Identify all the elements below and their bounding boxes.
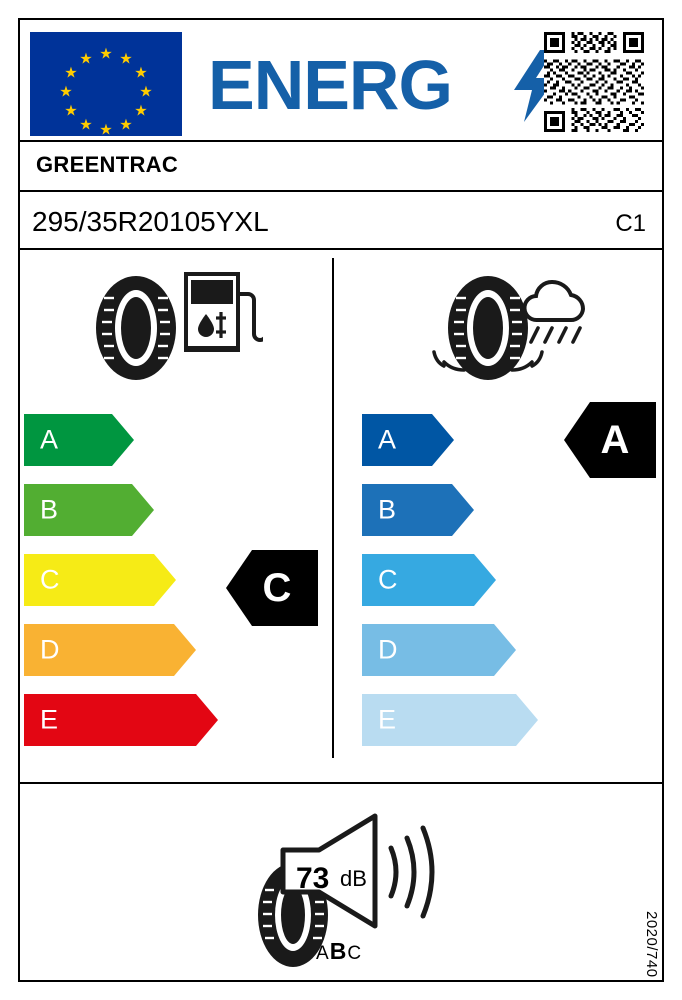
rain-cloud-icon bbox=[524, 282, 583, 342]
grade-letter: D bbox=[40, 634, 60, 665]
brand-name: GREENTRAC bbox=[36, 152, 179, 177]
divider-under-brand bbox=[20, 190, 662, 192]
divider-under-header bbox=[20, 140, 662, 142]
fuel-result-letter: C bbox=[262, 565, 292, 610]
noise-value: 73 bbox=[296, 862, 330, 895]
tyre-icon bbox=[96, 276, 176, 380]
grade-letter: A bbox=[378, 424, 397, 455]
grade-row bbox=[362, 554, 496, 606]
noise-unit: dB bbox=[340, 866, 367, 891]
regulation-code: 2020/740 bbox=[643, 911, 660, 978]
divider-above-noise bbox=[20, 782, 662, 784]
noise-class-a: A bbox=[316, 943, 330, 964]
noise-class-b: B bbox=[329, 938, 348, 964]
divider-under-size bbox=[20, 248, 662, 250]
grade-row bbox=[24, 694, 218, 746]
grade-row bbox=[24, 484, 154, 536]
noise-class-scale bbox=[316, 938, 362, 965]
eu-flag-icon: ★ ★ ★ ★ ★ ★ ★ ★ ★ ★ ★ ★ bbox=[30, 32, 182, 136]
grade-letter: C bbox=[378, 564, 398, 595]
fuel-pump-icon bbox=[184, 274, 263, 350]
grade-letter: B bbox=[40, 494, 59, 525]
tyre-size: 295/35R20105YXL bbox=[32, 206, 269, 237]
grade-row bbox=[362, 414, 454, 466]
grade-row bbox=[362, 624, 516, 676]
fuel-efficiency-icon-group bbox=[88, 266, 263, 386]
qr-code-icon bbox=[544, 32, 644, 132]
grade-row bbox=[362, 484, 474, 536]
grade-row bbox=[24, 554, 176, 606]
grade-row bbox=[24, 624, 196, 676]
wet-grip-result-letter: A bbox=[600, 417, 630, 462]
grade-letter: D bbox=[378, 634, 398, 665]
grade-letter: B bbox=[378, 494, 397, 525]
wet-grip-result-badge bbox=[564, 402, 656, 478]
grade-row bbox=[24, 414, 134, 466]
grade-letter: A bbox=[40, 424, 59, 455]
fuel-result-badge bbox=[226, 550, 318, 626]
grade-letter: E bbox=[378, 704, 397, 735]
tyre-icon bbox=[448, 276, 528, 380]
section-divider bbox=[332, 258, 334, 758]
energy-title: ENERG bbox=[208, 46, 452, 124]
grade-letter: C bbox=[40, 564, 60, 595]
grade-row bbox=[362, 694, 538, 746]
label-header bbox=[20, 20, 662, 140]
wet-grip-icon-group bbox=[410, 266, 610, 386]
noise-class-c: C bbox=[347, 943, 363, 964]
grade-letter: E bbox=[40, 704, 59, 735]
tyre-class: C1 bbox=[615, 210, 646, 237]
